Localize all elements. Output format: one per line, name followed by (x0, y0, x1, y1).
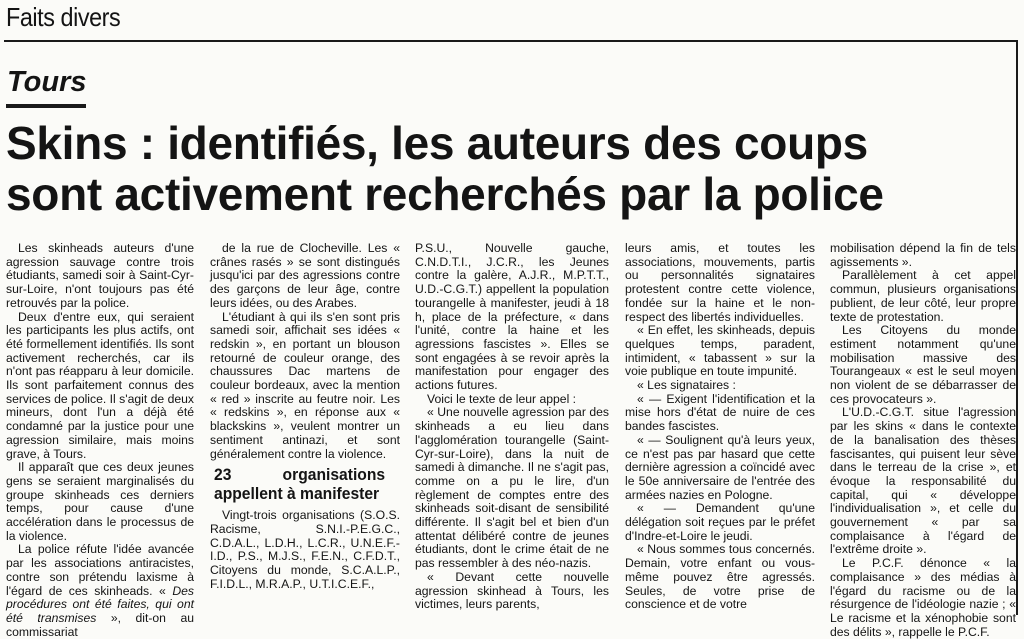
headline-line-2: sont activement recherchés par la police (6, 168, 884, 220)
headline-line-1: Skins : identifiés, les auteurs des coups (6, 117, 868, 169)
article-column-2 (210, 242, 400, 615)
article-headline (6, 118, 1016, 220)
paragraph: « En effet, les skinheads, depuis quelques temps, paradent, intimident, « tabassent » sur la voie publique en toute impunité. (625, 323, 815, 379)
paragraph: L'étudiant à qui ils s'en sont pris samedi soir, affichait ses idées « redskin », en portant un blouson retourné de couleur orange, des chaussures Dac martens de couleur bordeaux, avec la mention « red » inscrite au feutre noir. Les « redskins », en réponse aux « blackskins », veulent montrer un sentiment antinazi, et sont généralement contre la violence. (210, 309, 400, 461)
paragraph: Le P.C.F. dénonce « la complaisance » des médias à l'égard du racisme ou de la résurgence de l'idéologie nazie ; « Le racisme et la xénophobie sont des délits », rappelle le P.C.F. (830, 556, 1016, 639)
paragraph: « — Soulignent qu'à leurs yeux, ce n'est pas par hasard que cette dernière agression a coïncidé avec le 50e anniversaire de l'entrée des armées nazies en Pologne. (625, 432, 815, 502)
article-column-3 (415, 242, 609, 615)
paragraph: P.S.U., Nouvelle gauche, C.N.D.T.I., J.C.R., les Jeunes contre la galère, A.J.R., M.P.T.T., U.D.-C.G.T.) appellent la population tourangelle à manifester, jeudi à 18 h, place de la préfecture, « dans l'unité, contre la haine et les agressions fascistes ». Elles se sont engagées à se revoir après la manifestation pour engager des actions futures. (415, 241, 609, 393)
kicker-underline (6, 104, 86, 108)
paragraph: Les Citoyens du monde estiment notamment qu'une mobilisation massive des Tourangeaux « est le seul moyen non violent de se débarrasser de ces provocateurs ». (830, 323, 1016, 406)
paragraph: Les skinheads auteurs d'une agression sauvage contre trois étudiants, samedi soir à Saint-Cyr-sur-Loire, n'ont toujours pas été retrouvés par la police. (6, 241, 194, 310)
paragraph: « — Demandent qu'une délégation soit reçues par le préfet d'Indre-et-Loire le jeudi. (625, 501, 815, 543)
paragraph: mobilisation dépend la fin de tels agissements ». (830, 241, 1016, 269)
sub-headline: 23 organisations appellent à manifester (214, 465, 386, 504)
paragraph: Deux d'entre eux, qui seraient les participants les plus actifs, ont été formellement identifiés. Ils sont activement recherchés, car ils n'ont pas réapparu à leur domicile. Ils sont parfaitement connus des services de police. Il s'agit de deux mineurs, dont l'un a déjà été condamné par la justice pour une agression similaire, mais moins grave, à Tours. (6, 309, 194, 461)
section-rubric: Faits divers (6, 2, 121, 32)
paragraph: de la rue de Clocheville. Les « crânes rasés » se sont distingués jusqu'ici par des agressions contre des garçons de leur âge, contre leurs idées, ou des Arabes. (210, 241, 400, 310)
article-column-4 (625, 242, 815, 615)
paragraph: « Les signataires : (637, 378, 736, 393)
paragraph: « Nous sommes tous concernés. Demain, votre enfant ou vous-même pouvez être agressés. Seules, de votre prise de conscience et de votre (625, 542, 815, 612)
paragraph: leurs amis, et toutes les associations, mouvements, partis ou personnalités signataires protestent contre cette violence, fondée sur la haine et le non-respect des libertés individuelles. (625, 241, 815, 324)
location-kicker: Tours (7, 66, 87, 98)
paragraph: « — Exigent l'identification et la mise hors d'état de nuire de ces bandes fascistes. (625, 391, 815, 434)
right-edge-divider (1016, 40, 1018, 615)
paragraph: Il apparaît que ces deux jeunes gens se seraient marginalisés du groupe skinheads ces derniers temps, pour cause d'une accélération dans le processus de la violence. (6, 460, 194, 543)
paragraph: Voici le texte de leur appel : (427, 391, 577, 406)
article-column-5 (830, 241, 1016, 639)
paragraph: L'U.D.-C.G.T. situe l'agression par les skins « dans le contexte de la banalisation des thèses fascisantes, qui puisent leur sève dans le terreau de la crise », et évoque la responsabilité du capital, qui « développe l'individualisation », et celle du gouvernement « par sa complaisance à l'égard de l'extrême droite ». (830, 405, 1016, 557)
top-divider (4, 40, 1016, 42)
paragraph (6, 543, 194, 639)
quote-italic: Des procédures ont été faites, qui ont été transmises (6, 583, 194, 625)
paragraph: Parallèlement à cet appel commun, plusieurs organisations publient, de leur côté, leur propre texte de protestation. (830, 268, 1016, 324)
paragraph-text: La police réfute l'idée avancée par les associations antiracistes, contre son prétendu laxisme à l'égard de ces skinheads. « (6, 542, 194, 598)
paragraph: « Une nouvelle agression par des skinheads a eu lieu dans l'agglomération tourangelle (Saint-Cyr-sur-Loire), dans la nuit de samedi à dimanche. Il ne s'agit pas, comme on a pu le lire, d'un règlement de comptes entre des skinheads soit-disant de sensibilité différente. Il s'agit bel et bien d'un attentat délibéré contre de jeunes étudiants, dont le crime était de ne pas ressembler à des néo-nazis. (415, 405, 609, 571)
article-column-1 (6, 241, 194, 639)
paragraph: Vingt-trois organisations (S.O.S. Racisme, S.N.I.-P.E.G.C., C.D.A.L., L.D.H., L.C.R., U.N.E.F.-I.D., P.S., M.J.S., F.E.N., C.F.D.T., Citoyens du monde, S.C.A.L.P., F.I.D.L., M.R.A.P., U.T.I.C.E.F., (210, 508, 400, 591)
paragraph: « Devant cette nouvelle agression skinhead à Tours, les victimes, leurs parents, (415, 569, 609, 612)
paragraph-text: », dit-on au commissariat (6, 610, 194, 639)
